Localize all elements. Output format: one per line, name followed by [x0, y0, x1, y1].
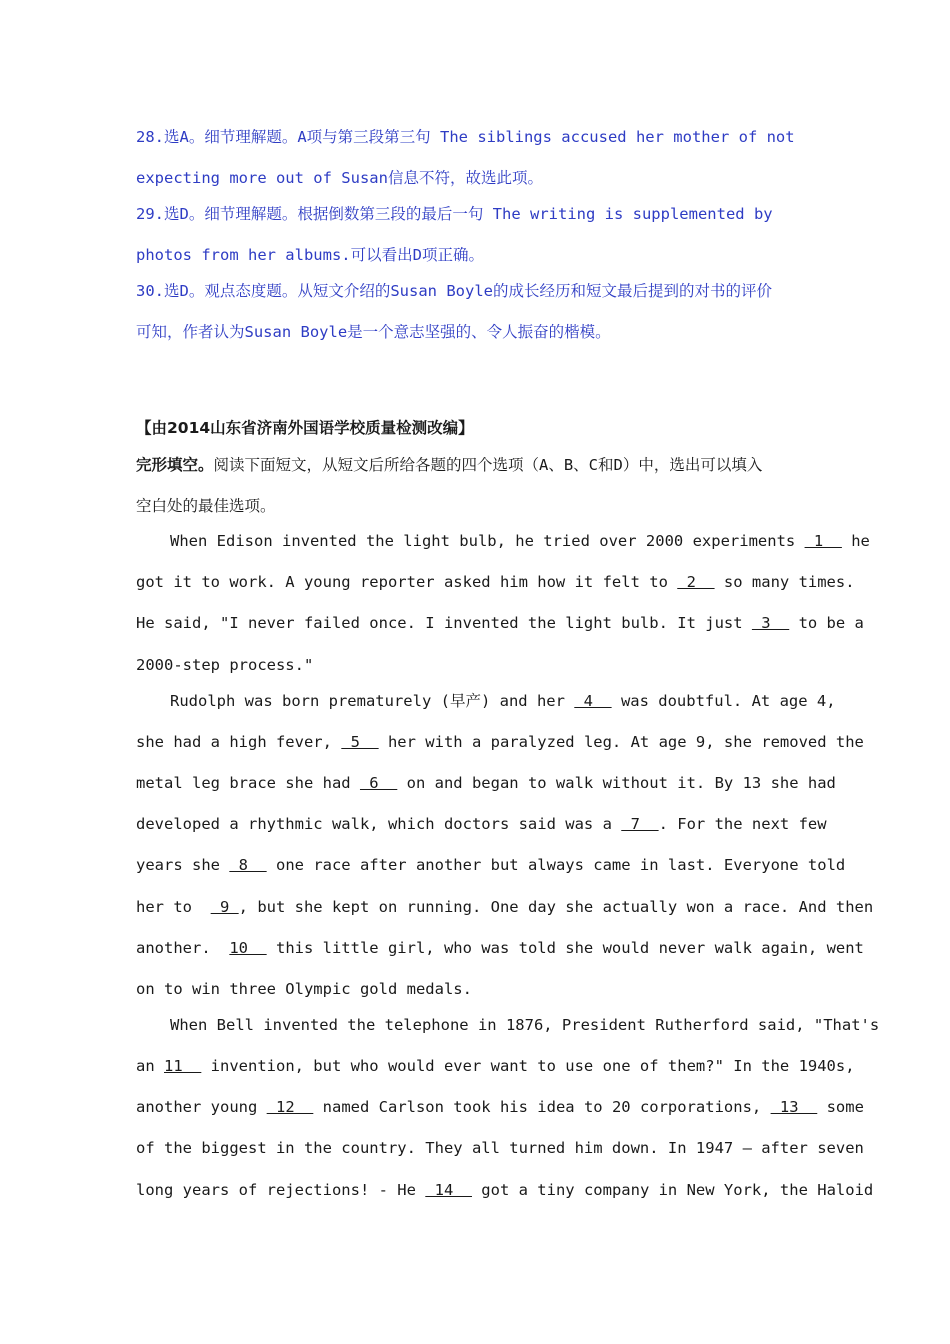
blank-7: 7 [621, 815, 659, 834]
text: , but she kept on running. One day she actually won a race. And then [238, 897, 874, 916]
text: another. [136, 938, 230, 957]
blank-2: 2 [677, 573, 715, 592]
instructions-text: 阅读下面短文，从短文后所给各题的四个选项（A、B、C和D）中，选出可以填入 [213, 456, 763, 474]
text: named Carlson took his idea to 20 corporations, [313, 1098, 771, 1117]
text: her with a paralyzed leg. At age 9, she removed the [378, 732, 864, 751]
text: so many times. [714, 573, 855, 592]
instructions [136, 453, 816, 535]
text: some [817, 1098, 864, 1117]
passage-line [136, 612, 864, 653]
text: of the biggest in the country. They all turned him down. In 1947 — after seven [136, 1139, 864, 1158]
answer-line: 28.选A。细节理解题。A项与第三段第三句 The siblings accused her mother of not [136, 128, 795, 146]
text: invention, but who would ever want to use one of them?" In the 1940s, [201, 1057, 855, 1076]
passage-line [136, 654, 816, 690]
blank-1: 1 [804, 532, 842, 550]
text: was doubtful. At age 4, [611, 691, 836, 710]
text: . For the next few [658, 815, 827, 834]
answer-line: 30.选D。观点态度题。从短文介绍的Susan Boyle的成长经历和短文最后提到的对书的评价 [136, 282, 772, 300]
passage-line [136, 690, 836, 731]
text: Rudolph was born prematurely (早产) and her [170, 691, 575, 710]
passage-line [136, 530, 870, 571]
text: an [136, 1057, 164, 1076]
passage-line [136, 937, 864, 978]
text: long years of rejections! - He [136, 1180, 426, 1199]
blank-4: 4 [574, 691, 612, 710]
paragraph-1 [136, 530, 870, 690]
blank-6: 6 [359, 773, 398, 792]
text: one race after another but always came in last. Everyone told [266, 856, 846, 875]
answer-line: 29.选D。细节理解题。根据倒数第三段的最后一句 The writing is supplemented by [136, 205, 773, 223]
text: she had a high fever, [136, 732, 342, 751]
blank-11: 11 [164, 1057, 202, 1076]
passage-line [136, 896, 874, 937]
answer-28 [136, 125, 816, 202]
text: to be a [789, 614, 864, 633]
blank-14: 14 [425, 1180, 472, 1199]
paragraph-3 [136, 1014, 880, 1220]
text: this little girl, who was told she would never walk again, went [266, 938, 864, 957]
paragraph-2 [136, 690, 874, 1014]
blank-3: 3 [751, 614, 790, 633]
passage-line [136, 731, 864, 772]
text: he [841, 532, 870, 550]
source-heading: 【由2014山东省济南外国语学校质量检测改编】 [136, 419, 474, 437]
blank-13: 13 [770, 1098, 818, 1117]
text: on to win three Olympic gold medals. [136, 979, 472, 998]
blank-8: 8 [229, 856, 267, 875]
section-title: 完形填空。 [136, 456, 214, 474]
passage-line [136, 854, 846, 895]
answer-29 [136, 202, 816, 279]
text: When Edison invented the light bulb, he tried over 2000 experiments [170, 532, 805, 550]
text: got a tiny company in New York, the Haloid [471, 1180, 874, 1199]
answer-explanations [136, 125, 816, 361]
text: on and began to walk without it. By 13 she had [397, 773, 836, 792]
blank-12: 12 [266, 1098, 314, 1117]
blank-9: 9 [210, 897, 239, 916]
text: her to [136, 897, 211, 916]
text: He said, "I never failed once. I invented the light bulb. It just [136, 614, 752, 633]
answer-line: photos from her albums.可以看出D项正确。 [136, 246, 484, 264]
passage-line [136, 571, 855, 612]
answer-30 [136, 279, 816, 361]
text: got it to work. A young reporter asked him how it felt to [136, 573, 678, 592]
passage-line [136, 1096, 864, 1137]
answer-line: expecting more out of Susan信息不符，故选此项。 [136, 169, 543, 187]
passage-line [136, 1137, 864, 1178]
instructions-line: 空白处的最佳选项。 [136, 497, 276, 515]
text: metal leg brace she had [136, 773, 360, 792]
text: 2000-step process." [136, 655, 314, 674]
passage-line [136, 1179, 874, 1220]
text: developed a rhythmic walk, which doctors said was a [136, 815, 622, 834]
text: another young [136, 1098, 267, 1117]
passage-line [136, 813, 827, 854]
cloze-passage [136, 530, 880, 1220]
text: years she [136, 856, 230, 875]
passage-line [136, 1014, 880, 1055]
passage-line [136, 1055, 855, 1096]
passage-line [136, 772, 836, 813]
blank-10: 10 [229, 938, 267, 957]
answer-line: 可知，作者认为Susan Boyle是一个意志坚强的、令人振奋的楷模。 [136, 323, 611, 341]
passage-line [136, 978, 816, 1014]
text: When Bell invented the telephone in 1876, President Rutherford said, "That's [170, 1015, 880, 1034]
instructions-line [136, 453, 816, 494]
blank-5: 5 [341, 732, 379, 751]
